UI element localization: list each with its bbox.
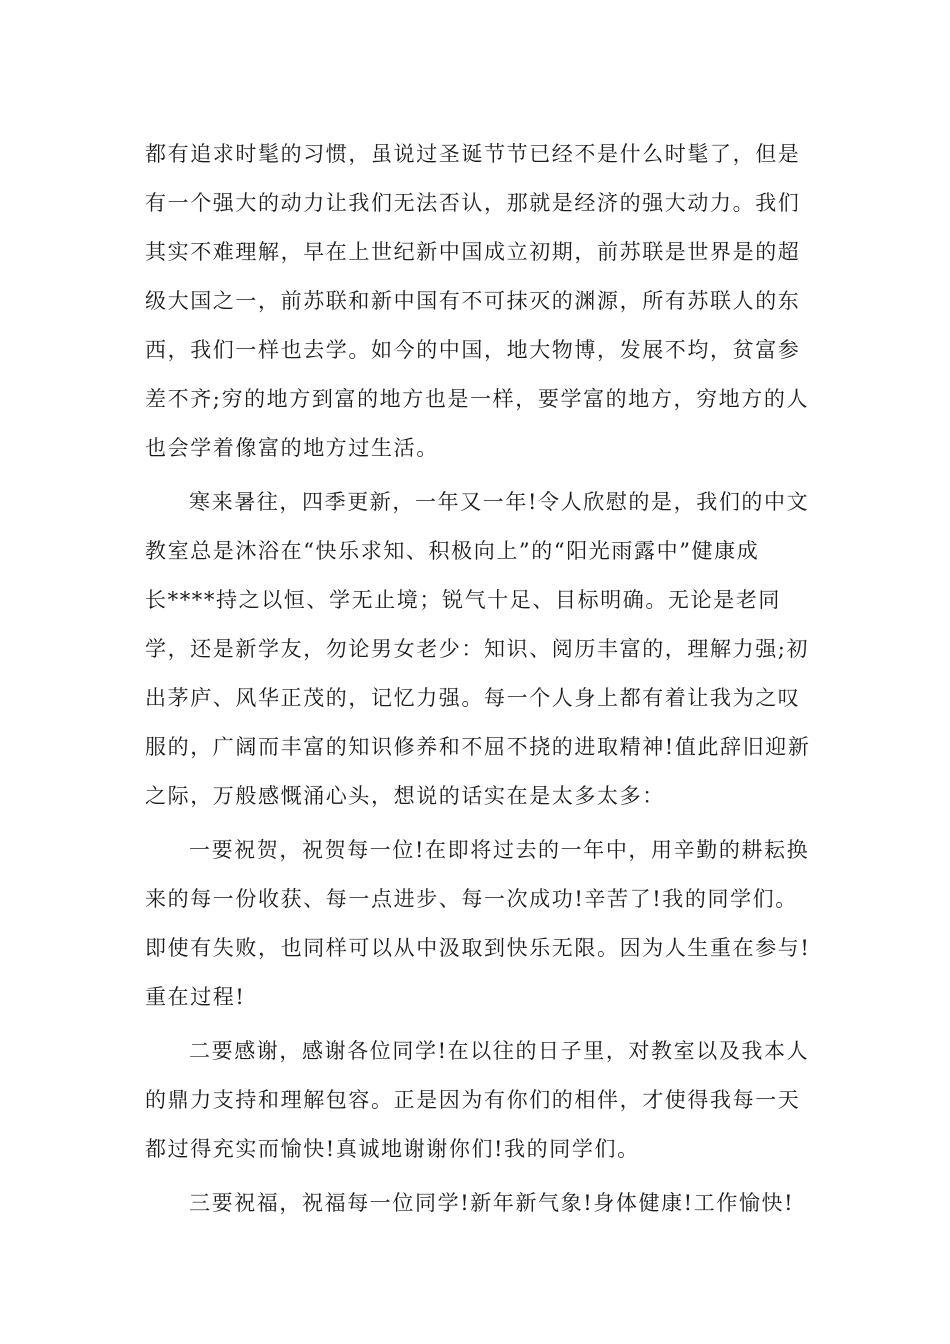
- text-line: 即使有失败，也同样可以从中汲取到快乐无限。因为人生重在参与!: [145, 936, 811, 960]
- text-line: 三要祝福，祝福每一位同学!新年新气象!身体健康!工作愉快!: [189, 1191, 795, 1215]
- text-line: 的鼎力支持和理解包容。正是因为有你们的相伴，才使得我每一天: [145, 1088, 801, 1112]
- text-line: 重在过程!: [145, 985, 246, 1009]
- text-line: 寒来暑往，四季更新，一年又一年!令人欣慰的是，我们的中文: [189, 490, 810, 514]
- text-line: 级大国之一，前苏联和新中国有不可抹灭的渊源，所有苏联人的东: [145, 289, 801, 313]
- body-text: [145, 130, 810, 1228]
- text-line: 教室总是沐浴在“快乐求知、积极向上”的“阳光雨露中”健康成: [145, 539, 760, 563]
- paragraph-4: [145, 1027, 810, 1174]
- text-line: 长****持之以恒、学无止境；锐气十足、目标明确。无论是老同: [145, 588, 781, 612]
- text-line: 服的，广阔而丰富的知识修养和不屈不挠的进取精神!值此辞旧迎新: [145, 735, 811, 759]
- paragraph-1: [145, 130, 810, 473]
- paragraph-3: [145, 826, 810, 1022]
- text-line: 学，还是新学友，勿论男女老少：知识、阅历丰富的，理解力强;初: [145, 637, 810, 661]
- text-line: 其实不难理解，早在上世纪新中国成立初期，前苏联是世界是的超: [145, 240, 801, 264]
- text-line: 西，我们一样也去学。如今的中国，地大物博，发展不均，贫富参: [145, 338, 801, 362]
- text-line: 出茅庐、风华正茂的，记忆力强。每一个人身上都有着让我为之叹: [145, 686, 801, 710]
- text-line: 之际，万般感慨涌心头，想说的话实在是太多太多：: [145, 784, 665, 808]
- text-line: 有一个强大的动力让我们无法否认，那就是经济的强大动力。我们: [145, 191, 801, 215]
- text-line: 差不齐;穷的地方到富的地方也是一样，要学富的地方，穷地方的人: [145, 387, 810, 411]
- text-line: 来的每一份收获、每一点进步、每一次成功!辛苦了!我的同学们。: [145, 887, 798, 911]
- text-line: 都有追求时髦的习惯，虽说过圣诞节节已经不是什么时髦了，但是: [145, 142, 801, 166]
- text-line: 也会学着像富的地方过生活。: [145, 436, 439, 460]
- paragraph-2: [145, 478, 810, 821]
- paragraph-5: [145, 1179, 810, 1228]
- text-line: 都过得充实而愉快!真诚地谢谢你们!我的同学们。: [145, 1137, 640, 1161]
- text-line: 二要感谢，感谢各位同学!在以往的日子里，对教室以及我本人: [189, 1039, 810, 1063]
- text-line: 一要祝贺，祝贺每一位!在即将过去的一年中，用辛勤的耕耘换: [189, 838, 810, 862]
